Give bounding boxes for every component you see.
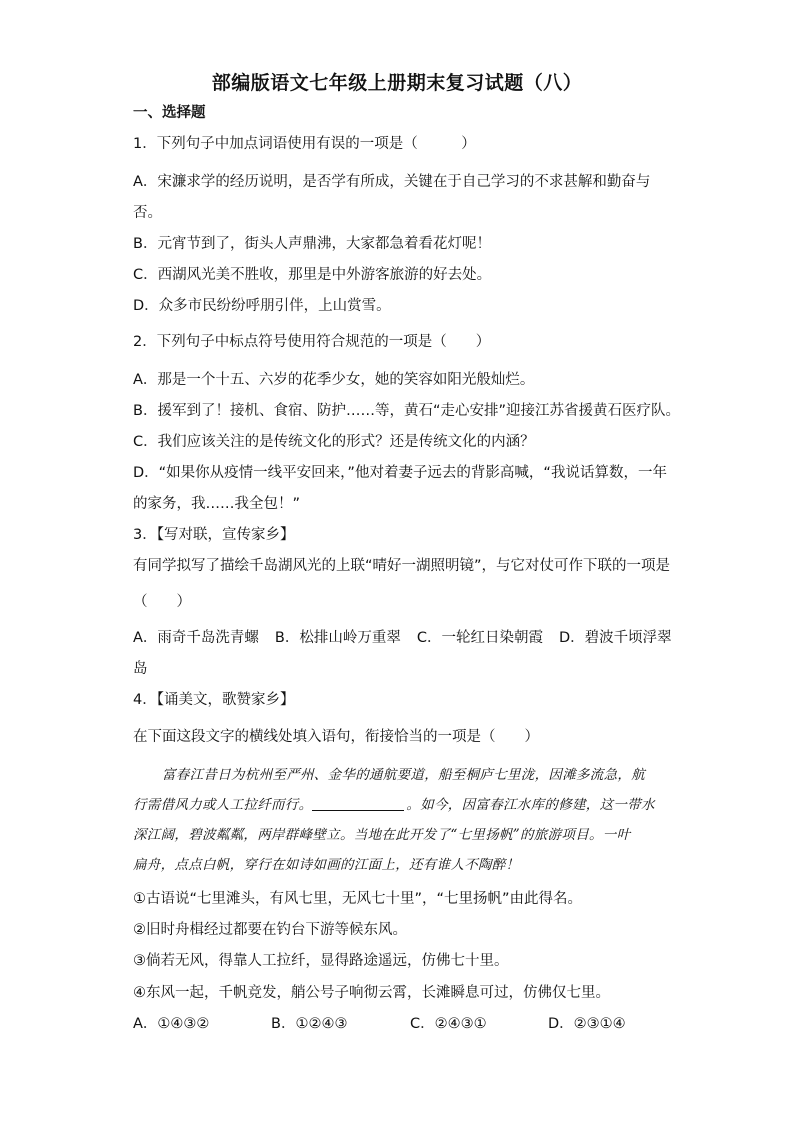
q3-stem: 有同学拟写了描绘千岛湖风光的上联“晴好一湖照明镜”，与它对仗可作下联的一项是 [133,558,671,574]
q4-item-3: ③倘若无风，得靠人工拉纤，显得路途遥远，仿佛七十里。 [133,953,509,969]
passage-line-1: 富春江昔日为杭州至严州、金华的通航要道，船至桐庐七里泷，因滩多流急，航 [162,767,645,783]
q2-option-a: A．那是一个十五、六岁的花季少女，她的笑容如阳光般灿烂。 [133,372,535,388]
q3-option-b: B．松排山岭万重翠 [274,630,401,646]
passage-line-2 [133,795,655,815]
q3-options [133,628,672,648]
q4-option-b: B．①②④③ [271,1016,348,1032]
q2-stem: 2．下列句子中标点符号使用符合规范的一项是（ ） [133,334,491,350]
q1-option-d: D．众多市民纷纷呼朋引伴，上山赏雪。 [133,298,391,314]
q3-option-c: C．一轮红日染朝霞 [416,630,543,646]
q1-option-a-cont: 否。 [133,205,162,221]
q2-option-c: C．我们应该关注的是传统文化的形式？还是传统文化的内涵？ [133,434,535,450]
q1-option-c: C．西湖风光美不胜收，那里是中外游客旅游的好去处。 [133,267,492,283]
q4-options [133,1014,626,1034]
q3-stem-cont: （ ） [133,594,191,610]
q1-option-b: B．元宵节到了，街头人声鼎沸，大家都急着看花灯呢！ [133,236,491,252]
q3-option-a: A．雨奇千岛洗青螺 [133,630,259,646]
q3-header: 3．【写对联，宣传家乡】 [133,527,295,543]
section-heading: 一、选择题 [133,105,206,121]
q4-item-2: ②旧时舟楫经过都要在钓台下游等候东风。 [133,922,407,938]
q4-option-d: D．②③①④ [548,1016,626,1032]
q3-option-d-cont: 岛 [133,661,148,677]
q4-option-c: C．②④③① [410,1016,487,1032]
q4-item-4: ④东风一起，千帆竞发，艄公号子响彻云霄，长滩瞬息可过，仿佛仅七里。 [133,985,610,1001]
q4-option-a: A．①④③② [133,1016,210,1032]
passage-line-4: 扁舟，点点白帆，穿行在如诗如画的江面上，还有谁人不陶醉！ [133,857,520,873]
q1-option-a: A．宋濂求学的经历说明，是否学有所成，关键在于自己学习的不求甚解和勤奋与 [133,174,651,190]
fill-in-blank [312,796,404,811]
q4-stem: 在下面这段文字的横线处填入语句，衔接恰当的一项是（ ） [133,729,539,745]
passage-line-2-end: 。如今，因富春江水库的修建，这一带水 [406,797,655,813]
q2-option-d: D．“如果你从疫情一线平安回来，”他对着妻子远去的背影高喊，“我说话算数，一年 [133,465,667,481]
q3-option-d: D．碧波千顷浮翠 [559,630,672,646]
q2-option-b: B．援军到了！接机、食宿、防护……等，黄石“走心安排”迎接江苏省援黄石医疗队。 [133,403,680,419]
q1-stem: 1．下列句子中加点词语使用有误的一项是（ ） [133,136,476,152]
page-title: 部编版语文七年级上册期末复习试题（八） [211,72,583,94]
passage-line-2-start: 行需借风力或人工拉纤而行。 [133,797,313,813]
q4-item-1: ①古语说“七里滩头，有风七里，无风七十里”，“七里扬帆”由此得名。 [133,891,583,907]
passage-line-3: 深江阔，碧波粼粼，两岸群峰壁立。当地在此开发了“七里扬帆”的旅游项目。一叶 [133,827,631,843]
q2-option-d-cont: 的家务，我……我全包！” [133,496,301,512]
q4-header: 4．【诵美文，歌赞家乡】 [133,692,295,708]
